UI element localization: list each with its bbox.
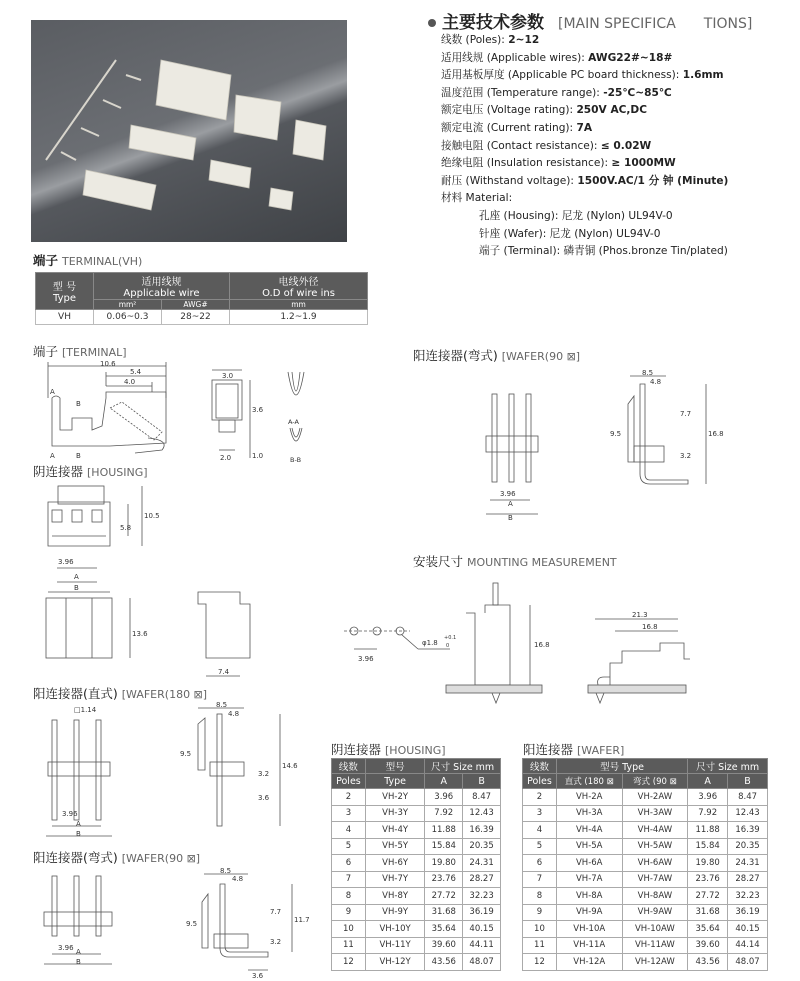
specs-list (441, 32, 728, 261)
table-cell: 31.68 (688, 904, 728, 921)
table-cell: 7.92 (688, 805, 728, 822)
table-row (332, 954, 501, 971)
table-row (523, 921, 768, 938)
spec-item: 接触电阻 (Contact resistance): ≤ 0.02W (441, 139, 652, 152)
table-cell: 12.43 (463, 805, 501, 822)
dim-label: 3.0 (222, 372, 234, 380)
dim-label: A (76, 948, 81, 956)
bullet-icon (428, 19, 436, 27)
dim-label: 3.6 (252, 972, 264, 980)
table-cell: 2 (523, 789, 557, 806)
dim-label: 10.6 (100, 360, 116, 368)
wafer-table-title: 阳连接器 [WAFER] (523, 742, 625, 757)
housing-table: 线数 型号 尺寸 Size mm Poles Type A B 2 VH-2Y 3.96 8.47 3 VH-3Y 7.92 12.43 4 VH-4Y 11.88 16.39 5 VH-5Y 15.84 20.35 6 VH-6Y 19.80 24.31 7 VH-7Y 23.76 28.27 8 VH-8Y 27.72 32.23 9 VH-9Y 31.68 36.19 10 VH-10Y 35.64 40.15 11 VH-11Y 39.60 44.11 12 VH-12Y 43.56 48.07 (331, 758, 501, 971)
specs-title (428, 8, 752, 33)
table-cell: 44.11 (463, 937, 501, 954)
table-cell: VH-2Y (365, 789, 424, 806)
table-cell: VH-5A (556, 838, 622, 855)
table-cell: 15.84 (425, 838, 463, 855)
dim-label: 3.96 (500, 490, 516, 498)
table-cell: VH-11A (556, 937, 622, 954)
table-cell: VH-9Y (365, 904, 424, 921)
dim-label: 8.5 (220, 867, 232, 875)
dim-label: 14.6 (282, 762, 298, 770)
table-cell: 12 (523, 954, 557, 971)
table-cell: VH-11AW (622, 937, 688, 954)
table-cell: VH-4A (556, 822, 622, 839)
dim-label: 4.8 (228, 710, 240, 718)
dim-label: B (508, 514, 513, 522)
table-cell: 8 (332, 888, 366, 905)
table-cell: 2 (332, 789, 366, 806)
table-cell: VH-10A (556, 921, 622, 938)
table-cell: VH-11Y (365, 937, 424, 954)
dim-label: 7.4 (218, 668, 230, 676)
terminal-vh-table: 型 号 Type 适用线规 Applicable wire 电线外径 O.D of wire ins mm² AWG# mm VH 0.06~0.3 28~22 1.2~1.9 (35, 272, 368, 325)
table-cell: 36.19 (463, 904, 501, 921)
dim-label: 3.2 (680, 452, 692, 460)
table-row (332, 921, 501, 938)
section-label: A-A (288, 418, 299, 426)
table-cell: 7.92 (425, 805, 463, 822)
table-cell: 43.56 (688, 954, 728, 971)
dim-label: 4.8 (650, 378, 662, 386)
table-cell: 3.96 (425, 789, 463, 806)
table-cell: VH-7A (556, 871, 622, 888)
dim-label: A (508, 500, 513, 508)
table-cell: VH-6Y (365, 855, 424, 872)
table-cell: VH-10AW (622, 921, 688, 938)
dim-label: 7.7 (270, 908, 282, 916)
table-row (523, 855, 768, 872)
table-cell: 3 (523, 805, 557, 822)
table-cell: 16.39 (463, 822, 501, 839)
table-cell: VH-12A (556, 954, 622, 971)
product-photo (31, 20, 347, 242)
dim-label: 3.96 (358, 655, 374, 663)
table-cell: VH-5AW (622, 838, 688, 855)
table-cell: 10 (523, 921, 557, 938)
dim-label: 2.0 (220, 454, 232, 462)
table-cell: 10 (332, 921, 366, 938)
dim-label: 9.5 (186, 920, 198, 928)
dim-label: 7.7 (680, 410, 692, 418)
table-cell: 11.88 (688, 822, 728, 839)
table-cell: VH-3A (556, 805, 622, 822)
table-cell: 11 (523, 937, 557, 954)
mounting-drawing (340, 575, 700, 705)
table-row (332, 789, 501, 806)
material-terminal: 端子 (Terminal): 磷青铜 (Phos.bronze Tin/plated) (479, 245, 728, 258)
table-cell: 12.43 (728, 805, 768, 822)
table-row (332, 838, 501, 855)
table-cell: 8.47 (463, 789, 501, 806)
dim-label: 13.6 (132, 630, 148, 638)
housing-table-title: 阴连接器 [HOUSING] (331, 742, 446, 757)
table-cell: 43.56 (425, 954, 463, 971)
dim-label: 16.8 (642, 623, 658, 631)
material-label: 材料 Material: (441, 192, 513, 205)
table-cell: 35.64 (425, 921, 463, 938)
wafer90-top-drawing (470, 366, 724, 526)
table-cell: VH-4AW (622, 822, 688, 839)
table-cell: VH-12AW (622, 954, 688, 971)
dim-label: 16.8 (708, 430, 724, 438)
dim-label: 3.2 (270, 938, 282, 946)
table-cell: 6 (332, 855, 366, 872)
dim-label: 5.4 (130, 368, 142, 376)
section-mark: A (50, 452, 55, 460)
dim-label: 8.5 (642, 369, 654, 377)
spec-item: 额定电流 (Current rating): 7A (441, 121, 593, 134)
dim-label: 5.8 (120, 524, 132, 532)
material-housing: 孔座 (Housing): 尼龙 (Nylon) UL94V-0 (479, 209, 673, 222)
dim-label: 8.5 (216, 701, 228, 709)
table-cell: 27.72 (688, 888, 728, 905)
table-cell: VH-9AW (622, 904, 688, 921)
specs-title-cn: 主要技术参数 (442, 13, 544, 33)
section-mark: B (76, 400, 81, 408)
table-cell: 48.07 (463, 954, 501, 971)
section-mark: B (76, 452, 81, 460)
table-cell: 15.84 (688, 838, 728, 855)
terminal-vh-title: 端子 TERMINAL(VH) (33, 253, 143, 268)
material-wafer: 针座 (Wafer): 尼龙 (Nylon) UL94V-0 (479, 227, 661, 240)
dim-label: 3.6 (252, 406, 264, 414)
table-cell: 27.72 (425, 888, 463, 905)
table-row (523, 871, 768, 888)
table-cell: 5 (332, 838, 366, 855)
table-row (332, 805, 501, 822)
table-cell: VH-2A (556, 789, 622, 806)
terminal-title: 端子 [TERMINAL] (33, 344, 127, 359)
dim-label: 16.8 (534, 641, 550, 649)
table-cell: 8 (523, 888, 557, 905)
table-cell: VH-9A (556, 904, 622, 921)
table-cell: 32.23 (728, 888, 768, 905)
table-cell: VH-7AW (622, 871, 688, 888)
table-cell: 35.64 (688, 921, 728, 938)
connector-photo-illustration (31, 20, 347, 242)
table-cell: 19.80 (688, 855, 728, 872)
table-row (332, 855, 501, 872)
dim-label: B (74, 584, 79, 592)
table-cell: 23.76 (425, 871, 463, 888)
table-cell: 7 (523, 871, 557, 888)
table-cell: 31.68 (425, 904, 463, 921)
table-cell: 40.15 (463, 921, 501, 938)
spec-item: 耐压 (Withstand voltage): 1500V.AC/1 分 钟 (Minute) (441, 174, 729, 187)
dim-label: A (74, 573, 79, 581)
table-row (332, 822, 501, 839)
table-cell: 4 (523, 822, 557, 839)
table-cell: 3.96 (688, 789, 728, 806)
dim-label: 3.6 (258, 794, 270, 802)
dim-label: 10.5 (144, 512, 160, 520)
wafer-table: 线数 型号 Type 尺寸 Size mm Poles 直式 (180 ⊠ 弯式 (90 ⊠ A B 2 VH-2A VH-2AW 3.96 8.47 3 VH-3A VH-3AW 7.92 12.43 4 VH-4A VH-4AW 11.88 16.39 5 VH-5A VH-5AW 15.84 20.35 6 VH-6A VH-6AW 19.80 24.31 7 VH-7A VH-7AW 23.76 28.27 8 VH-8A VH-8AW 27.72 32.23 9 VH-9A VH-9AW 31.68 36.19 10 VH-10A VH-10AW 35.64 40.15 11 VH-11A VH-11AW 39.60 44.14 12 VH-12A VH-12AW 43.56 48.07 (522, 758, 768, 971)
table-cell: VH-3Y (365, 805, 424, 822)
table-cell: 9 (523, 904, 557, 921)
dim-label: 1.0 (252, 452, 264, 460)
table-cell: 4 (332, 822, 366, 839)
dim-label: 3.96 (62, 810, 78, 818)
dim-label: 9.5 (610, 430, 622, 438)
table-cell: VH-6AW (622, 855, 688, 872)
table-row (523, 954, 768, 971)
table-cell: 6 (523, 855, 557, 872)
table-cell: 12 (332, 954, 366, 971)
wafer90-bottom-title: 阳连接器(弯式) [WAFER(90 ⊠] (33, 850, 201, 865)
table-row (523, 805, 768, 822)
table-cell: VH-8A (556, 888, 622, 905)
table-row: VH 0.06~0.3 28~22 1.2~1.9 (36, 310, 368, 325)
table-cell: VH-8Y (365, 888, 424, 905)
dim-label: B (76, 958, 81, 966)
table-cell: VH-6A (556, 855, 622, 872)
table-cell: 20.35 (463, 838, 501, 855)
table-cell: VH-2AW (622, 789, 688, 806)
table-cell: 28.27 (728, 871, 768, 888)
dim-label: B (76, 830, 81, 838)
table-cell: 24.31 (463, 855, 501, 872)
spec-item: 适用线规 (Applicable wires): AWG22#~18# (441, 51, 673, 64)
table-cell: 8.47 (728, 789, 768, 806)
table-cell: 24.31 (728, 855, 768, 872)
table-cell: 5 (523, 838, 557, 855)
table-cell: 20.35 (728, 838, 768, 855)
table-row (523, 904, 768, 921)
table-cell: 39.60 (425, 937, 463, 954)
table-cell: 3 (332, 805, 366, 822)
table-cell: 28.27 (463, 871, 501, 888)
specs-title-en: [MAIN SPECIFICA TIONS] (558, 16, 753, 32)
housing-title: 阴连接器 [HOUSING] (33, 464, 148, 479)
spec-item: 适用基板厚度 (Applicable PC board thickness): 1.6mm (441, 69, 724, 82)
table-cell: VH-7Y (365, 871, 424, 888)
table-row (523, 789, 768, 806)
table-cell: 44.14 (728, 937, 768, 954)
table-cell: VH-12Y (365, 954, 424, 971)
dim-label: 4.0 (124, 378, 136, 386)
dim-label: φ1.8 (422, 639, 438, 647)
wafer180-drawing (30, 700, 300, 840)
table-cell: 23.76 (688, 871, 728, 888)
table-cell: 19.80 (425, 855, 463, 872)
section-label: B-B (290, 456, 302, 464)
table-cell: 39.60 (688, 937, 728, 954)
terminal-drawing (30, 358, 330, 464)
table-row (332, 871, 501, 888)
wafer90-top-title: 阳连接器(弯式) [WAFER(90 ⊠] (413, 348, 581, 363)
table-cell: 36.19 (728, 904, 768, 921)
table-cell: VH-10Y (365, 921, 424, 938)
mounting-title: 安装尺寸 MOUNTING MEASUREMENT (413, 554, 617, 569)
dim-label: 3.2 (258, 770, 270, 778)
dim-label: 21.3 (632, 611, 648, 619)
table-cell: 7 (332, 871, 366, 888)
table-cell: 32.23 (463, 888, 501, 905)
table-cell: VH-3AW (622, 805, 688, 822)
dim-label: 3.96 (58, 944, 74, 952)
section-mark: A (50, 388, 55, 396)
spec-item: 线数 (Poles): 2~12 (441, 34, 540, 46)
table-row (523, 937, 768, 954)
table-cell: 9 (332, 904, 366, 921)
table-cell: 11.88 (425, 822, 463, 839)
table-cell: 11 (332, 937, 366, 954)
wafer90-bottom-drawing (30, 864, 310, 980)
table-cell: VH-8AW (622, 888, 688, 905)
table-row (523, 822, 768, 839)
housing-drawing (30, 480, 290, 680)
dim-label: 0 (446, 643, 450, 649)
table-row (332, 888, 501, 905)
table-row (523, 888, 768, 905)
spec-item: 温度范围 (Temperature range): -25℃~85℃ (441, 86, 672, 99)
dim-label: □1.14 (74, 706, 97, 714)
table-cell: VH-4Y (365, 822, 424, 839)
table-cell: 16.39 (728, 822, 768, 839)
spec-item: 绝缘电阻 (Insulation resistance): ≥ 1000MW (441, 157, 676, 170)
wafer180-title: 阳连接器(直式) [WAFER(180 ⊠] (33, 686, 208, 701)
dim-label: 4.8 (232, 875, 244, 883)
dim-label: 3.96 (58, 558, 74, 566)
table-cell: 40.15 (728, 921, 768, 938)
dim-label: 11.7 (294, 916, 310, 924)
dim-label: +0.1 (444, 635, 457, 641)
dim-label: 9.5 (180, 750, 192, 758)
dim-label: A (76, 820, 81, 828)
table-row (332, 937, 501, 954)
table-cell: 48.07 (728, 954, 768, 971)
table-row (523, 838, 768, 855)
spec-item: 额定电压 (Voltage rating): 250V AC,DC (441, 104, 648, 117)
table-row (332, 904, 501, 921)
table-cell: VH-5Y (365, 838, 424, 855)
